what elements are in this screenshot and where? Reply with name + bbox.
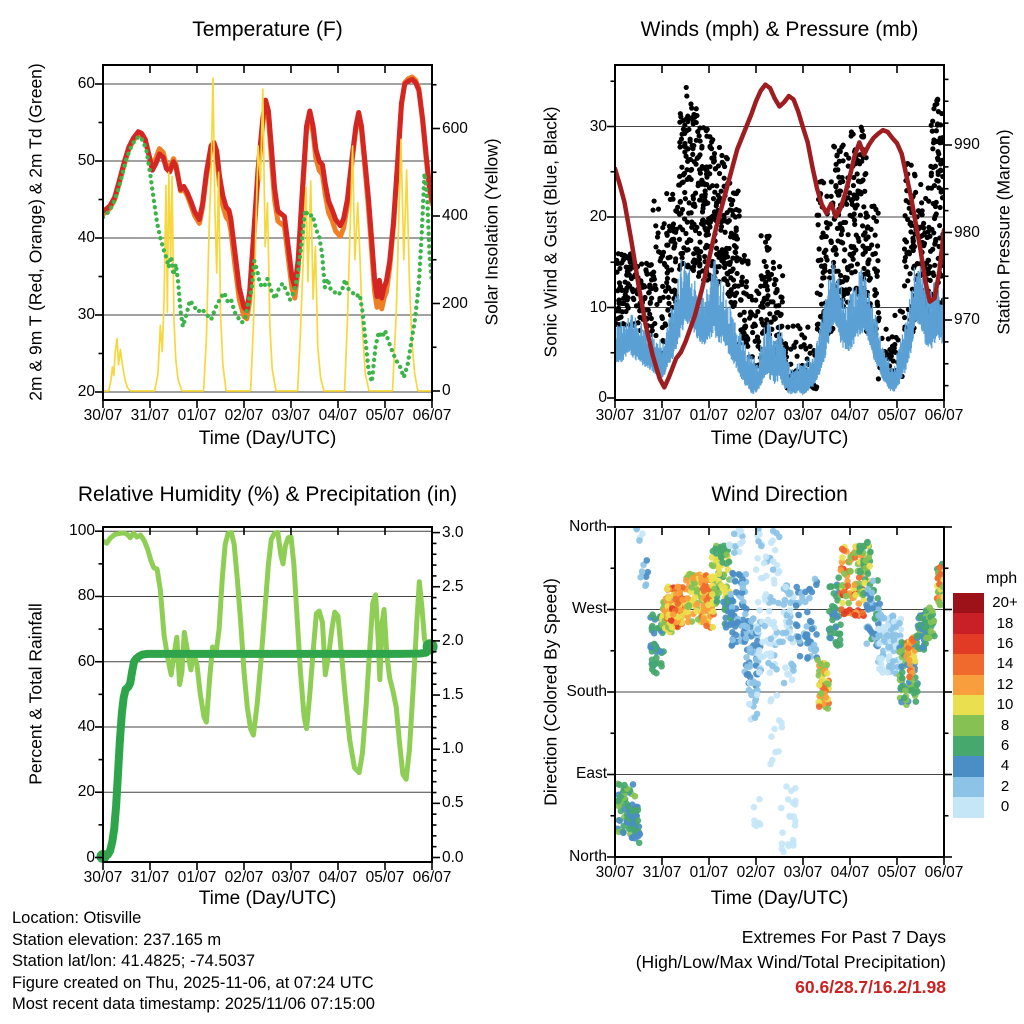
panel-title-wind-direction: Wind Direction — [711, 483, 848, 506]
x-tick-label: 01/07 — [689, 407, 729, 424]
colorbar-label: 20+ — [992, 594, 1018, 612]
colorbar-swatch — [953, 736, 984, 757]
colorbar-swatch — [953, 675, 984, 696]
colorbar-swatch — [953, 695, 984, 716]
station-elevation: Station elevation: 237.165 m — [12, 930, 222, 949]
y-tick-label-direction: North — [569, 517, 607, 535]
extremes-values: 60.6/28.7/16.2/1.98 — [795, 977, 946, 997]
colorbar-label: 6 — [1000, 737, 1010, 754]
y-tick-label-temperature: 60 — [77, 75, 95, 92]
y-axis-label-direction-left: Direction (Colored By Speed) — [540, 578, 561, 806]
y-tick-label-percent: 40 — [77, 717, 95, 735]
y-axis-label-pressure-right: Station Pressure (Maroon) — [993, 129, 1014, 335]
y-tick-label-direction: West — [571, 600, 607, 618]
y-tick-label-wind: 30 — [589, 117, 607, 135]
colorbar-label: 14 — [996, 655, 1014, 673]
colorbar-swatch — [953, 593, 984, 614]
colorbar-title: mph — [986, 570, 1018, 587]
x-tick-label: 04/07 — [830, 864, 870, 881]
y-tick-label-percent: 20 — [77, 783, 95, 801]
y-axis-label-wind-left: Sonic Wind & Gust (Blue, Black) — [540, 106, 561, 358]
y-tick-label-pressure: 980 — [954, 223, 980, 241]
x-tick-label: 31/07 — [130, 869, 170, 886]
colorbar-label: 0 — [1000, 798, 1010, 816]
y-tick-label-solar: 0 — [442, 382, 451, 399]
x-tick-label: 04/07 — [830, 407, 870, 424]
colorbar-swatch — [953, 613, 984, 634]
figure-created-timestamp: Figure created on Thu, 2025-11-06, at 07:24 UTC — [12, 973, 374, 992]
x-tick-label: 31/07 — [130, 407, 170, 424]
y-tick-label-temperature: 30 — [77, 306, 95, 323]
x-tick-label: 30/07 — [595, 864, 635, 881]
x-tick-label: 03/07 — [271, 407, 311, 424]
y-axis-label-solar-right: Solar Insolation (Yellow) — [481, 138, 502, 326]
extremes-title: Extremes For Past 7 Days — [741, 927, 946, 947]
x-tick-label: 30/07 — [83, 407, 123, 424]
x-tick-label: 02/07 — [736, 864, 776, 881]
colorbar-swatch — [953, 777, 984, 798]
y-tick-label-solar: 200 — [442, 294, 468, 312]
colorbar-label: 16 — [996, 635, 1014, 652]
y-tick-label-direction: South — [566, 682, 607, 700]
x-tick-label: 05/07 — [877, 407, 917, 424]
y-tick-label-temperature: 20 — [77, 383, 95, 400]
x-tick-label: 05/07 — [365, 869, 405, 886]
y-tick-label-rainfall: 2.5 — [442, 577, 464, 595]
x-tick-label: 30/07 — [83, 869, 123, 886]
station-info-block — [12, 908, 375, 1016]
y-tick-label-rainfall: 2.0 — [442, 631, 464, 649]
y-tick-label-solar: 400 — [442, 207, 468, 224]
extremes-block — [636, 925, 946, 1000]
y-tick-label-rainfall: 0.0 — [442, 848, 464, 866]
y-tick-label-percent: 80 — [77, 587, 95, 605]
x-tick-label: 01/07 — [177, 407, 217, 424]
y-tick-label-temperature: 40 — [77, 229, 95, 246]
y-tick-label-percent: 60 — [77, 652, 95, 670]
x-tick-label: 03/07 — [783, 407, 823, 424]
x-tick-label: 05/07 — [365, 407, 405, 424]
x-tick-label: 06/07 — [412, 869, 452, 886]
colorbar-swatch — [953, 715, 984, 736]
colorbar-label: 12 — [996, 675, 1014, 693]
x-tick-label: 02/07 — [736, 407, 776, 424]
x-tick-label: 03/07 — [271, 869, 311, 886]
colorbar-label: 8 — [1000, 716, 1010, 734]
y-tick-label-wind: 20 — [589, 208, 607, 225]
y-tick-label-rainfall: 3.0 — [442, 523, 464, 541]
panel-title-winds-pressure: Winds (mph) & Pressure (mb) — [640, 18, 919, 41]
station-latlon: Station lat/lon: 41.4825; -74.5037 — [12, 952, 256, 970]
x-tick-label: 06/07 — [924, 407, 964, 424]
x-tick-label: 06/07 — [924, 864, 964, 881]
y-tick-label-rainfall: 1.0 — [442, 740, 464, 758]
x-tick-label: 06/07 — [412, 407, 452, 424]
y-tick-label-percent: 100 — [69, 522, 95, 540]
colorbar-label: 4 — [1000, 757, 1010, 775]
colorbar-swatch — [953, 634, 984, 655]
x-axis-label-temperature: Time (Day/UTC) — [198, 428, 337, 449]
x-tick-label: 04/07 — [318, 869, 358, 886]
colorbar-swatch — [953, 797, 984, 818]
colorbar-swatch — [953, 756, 984, 777]
extremes-subtitle: (High/Low/Max Wind/Total Precipitation) — [635, 952, 946, 972]
x-tick-label: 04/07 — [318, 407, 358, 424]
y-tick-label-direction: North — [569, 848, 607, 865]
y-tick-label-temperature: 50 — [77, 152, 95, 169]
y-tick-label-wind: 0 — [598, 389, 607, 406]
x-axis-label-wind-direction: Time (Day/UTC) — [710, 888, 849, 909]
y-tick-label-percent: 0 — [86, 848, 95, 866]
x-tick-label: 05/07 — [877, 864, 917, 881]
y-tick-label-rainfall: 1.5 — [442, 686, 464, 704]
y-tick-label-pressure: 970 — [954, 311, 980, 328]
y-tick-label-direction: East — [575, 765, 607, 783]
colorbar-label: 2 — [1000, 777, 1010, 795]
x-tick-label: 02/07 — [224, 869, 264, 886]
panel-title-temperature: Temperature (F) — [192, 18, 343, 41]
x-tick-label: 01/07 — [177, 869, 217, 886]
x-tick-label: 30/07 — [595, 407, 635, 424]
colorbar-label: 10 — [996, 696, 1014, 714]
recent-data-timestamp: Most recent data timestamp: 2025/11/06 07:15:00 — [12, 995, 375, 1013]
station-location: Location: Otisville — [12, 909, 142, 927]
x-tick-label: 01/07 — [689, 864, 729, 881]
y-tick-label-wind: 10 — [589, 298, 607, 316]
x-tick-label: 03/07 — [783, 864, 823, 881]
x-tick-label: 02/07 — [224, 407, 264, 424]
panel-title-humidity-precip: Relative Humidity (%) & Precipitation (in) — [77, 483, 458, 506]
y-axis-label-temperature-left: 2m & 9m T (Red, Orange) & 2m Td (Green) — [25, 63, 46, 401]
y-tick-label-solar: 600 — [442, 119, 468, 137]
x-axis-label-winds: Time (Day/UTC) — [710, 428, 849, 449]
y-axis-label-humidity-left: Percent & Total Rainfall — [25, 603, 46, 785]
y-tick-label-rainfall: 0.5 — [442, 794, 464, 812]
x-tick-label: 31/07 — [642, 864, 682, 881]
y-tick-label-pressure: 990 — [954, 136, 980, 153]
colorbar-swatch — [953, 654, 984, 675]
colorbar-label: 18 — [996, 614, 1014, 632]
x-tick-label: 31/07 — [642, 407, 682, 424]
x-axis-label-humidity: Time (Day/UTC) — [198, 888, 337, 909]
